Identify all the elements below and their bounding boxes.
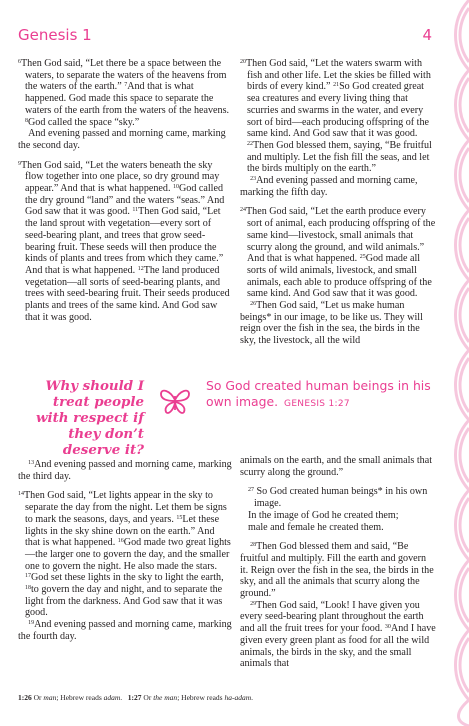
verse-paragraph: $^{20}$Then God said, “Let the waters swarm with fish and other life. Let the skies be filled with birds of every kind.” $^{21}$So God created great sea creatures and every living thing that scurries and swarms in the water, and every sort of bird—each producing offspring of the same kind. And God saw that it was good. $^{22}$Then God blessed them, saying, “Be fruitful and multiply. Let the fish fill the seas, and let the birds multiply on the earth.” [240,58,432,175]
running-header [18,26,432,46]
verse-paragraph: $^{19}$And evening passed and morning came, marking the fourth day. [18,619,232,642]
footnotes: 1:26 Or man; Hebrew reads adam. 1:27 Or the man; Hebrew reads ha-adam. [18,693,254,702]
verse-paragraph: $^9$Then God said, “Let the waters beneath the sky flow together into one place, so dry ground may appear.” And that is what happened. $^{10}$God called the dry ground “land” and the waters “seas.” And God saw that it was good. $^{11}$Then God said, “Let the land sprout with vegetation—every sort of seed-bearing plant, and trees that grow seed-bearing fruit. These seeds will then produce the kinds of plants and trees from which they came.” And that is what happened. $^{12}$The land produced vegetation—all sorts of seed-bearing plants, and trees with seed-bearing fruit. Their seeds produced plants and trees of the same kind. And God saw that it was good. [18,159,230,323]
verse-paragraph: $^6$Then God said, “Let there be a space between the waters, to separate the waters of the heavens from the waters of the earth.” $^7$And that is what happened. God made this space to separate the waters of the earth from the waters of the heavens. $^8$God called the space “sky.” [18,58,230,128]
verse-paragraph: $^{13}$And evening passed and morning came, marking the third day. [18,459,232,482]
poetry-line: In the image of God he created them; [248,509,399,521]
verse-paragraph: $^{14}$Then God said, “Let lights appear in the sky to separate the day from the night. Let them be signs to mark the seasons, days, and years. $^{15}$Let these lights in the sky shine down on the earth.” And that is what happened. $^{16}$God made two great lights—the larger one to govern the day, and the smaller one to govern the night. He also made the stars. $^{17}$God set these lights in the sky to light the earth, $^{18}$to govern the day and night, and to separate the light from the darkness. And God saw that it was good. [18,490,231,619]
page-number: 4 [422,26,432,44]
butterfly-icon [158,384,192,418]
verse-paragraph: $^{26}$Then God said, “Let us make human beings* in our image, to be like us. They will reign over the fish in the sea, the birds in the sky, the livestock, all the wild [240,300,423,347]
scallop-border-decoration [445,0,469,726]
column-right-top [240,58,436,347]
verse-paragraph: $^{24}$Then God said, “Let the earth produce every sort of animal, each producing offspring of the same kind—livestock, small animals that scurry along the ground, and wild animals.” And that is what happened. $^{25}$God made all sorts of wild animals, livestock, and small animals, each able to produce offspring of the same kind. And God saw that it was good. [240,206,436,300]
pull-quote-text: So God created human beings in his own image. [206,378,431,409]
verse-paragraph: $^{29}$Then God said, “Look! I have given you every seed-bearing plant throughout the earth and all the fruit trees for your food. $^{30}$And I have given every green plant as food for all the wild animals, the birds in the sky, and the small animals that [240,599,436,670]
column-left-bottom [18,459,232,643]
poetry-line: $^{27}$ So God created human beings* in his own image. [248,486,428,510]
pull-quote-reference: GENESIS 1:27 [284,399,350,409]
column-left-top [18,58,232,323]
column-right-bottom [240,455,436,670]
book-chapter-title: Genesis 1 [18,26,92,44]
verse-paragraph: $^{28}$Then God blessed them and said, “Be fruitful and multiply. Fill the earth and govern it. Reign over the fish in the sea, the birds in the sky, and all the animals that scurry along the ground.” [240,541,434,600]
verse-paragraph: And evening passed and morning came, marking the second day. [18,128,226,151]
verse-paragraph: animals on the earth, and the small animals that scurry along the ground.” [240,455,433,478]
poetry-line: male and female he created them. [248,521,384,533]
reflection-question-callout: Why should I treat people with respect if they don’t deserve it? [35,378,144,458]
verse-paragraph: $^{23}$And evening passed and morning came, marking the fifth day. [240,175,418,198]
pull-quote [206,378,444,412]
